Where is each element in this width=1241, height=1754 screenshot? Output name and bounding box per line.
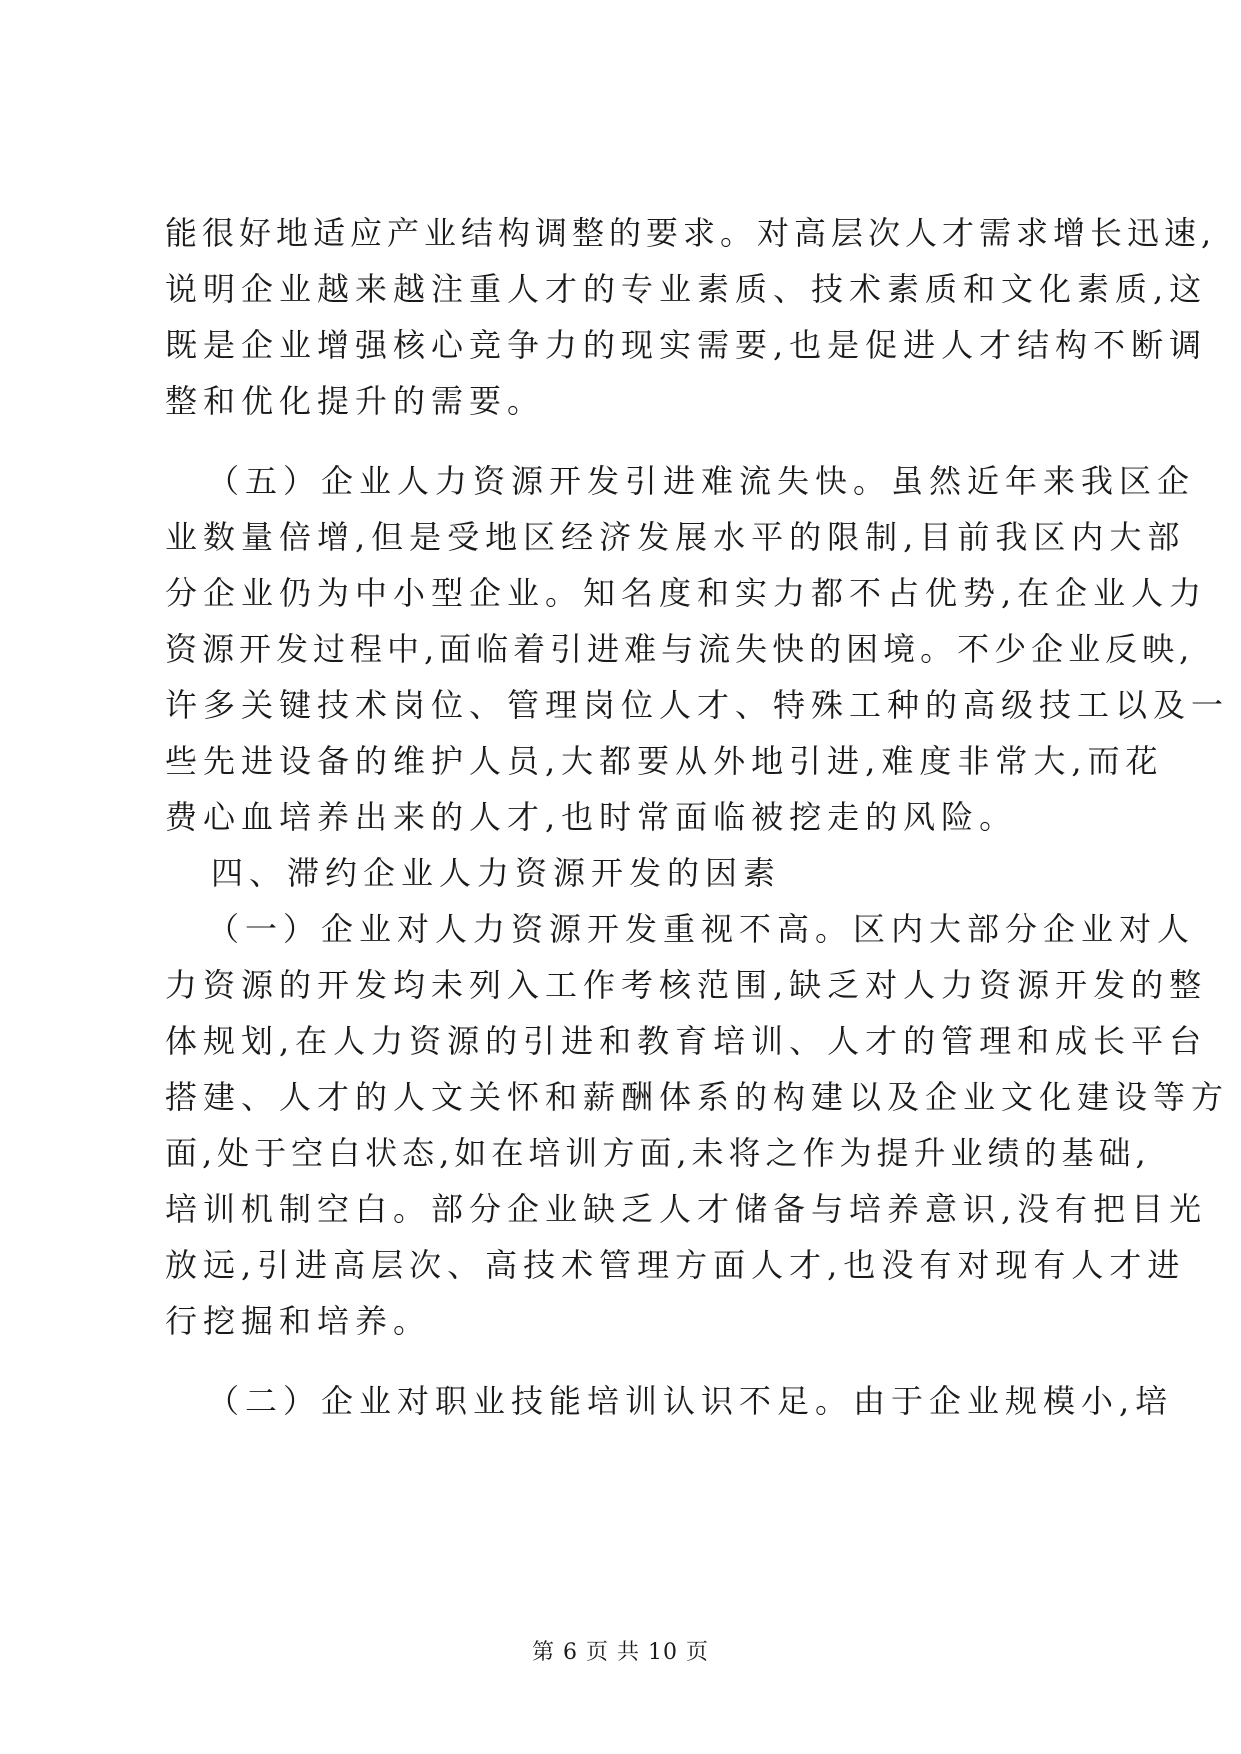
- paragraph-gap: [165, 1349, 1080, 1373]
- text-line: 面,处于空白状态,如在培训方面,未将之作为提升业绩的基础,: [165, 1134, 1151, 1172]
- text-line: 费心血培养出来的人才,也时常面临被挖走的风险。: [165, 798, 1018, 836]
- paragraph-gap: [165, 429, 1080, 453]
- document-body: [165, 205, 1230, 1429]
- text-line: （一）企业对人力资源开发重视不高。区内大部分企业对人: [207, 910, 1196, 948]
- text-line: 些先进设备的维护人员,大都要从外地引进,难度非常大,而花: [165, 742, 1164, 780]
- text-line: 能很好地适应产业结构调整的要求。对高层次人才需求增长迅速,: [165, 214, 1217, 252]
- text-line: 力资源的开发均未列入工作考核范围,缺乏对人力资源开发的整: [165, 966, 1208, 1004]
- text-line: 搭建、人才的人文关怀和薪酬体系的构建以及企业文化建设等方: [165, 1078, 1230, 1116]
- section-heading: 四、滞约企业人力资源开发的因素: [211, 854, 782, 892]
- text-line: （二）企业对职业技能培训认识不足。由于企业规模小,培: [207, 1382, 1174, 1420]
- text-line: 分企业仍为中小型企业。知名度和实力都不占优势,在企业人力: [165, 574, 1208, 612]
- text-line: 整和优化提升的需要。: [165, 382, 546, 420]
- text-line: 行挖掘和培养。: [165, 1302, 432, 1340]
- text-line: 资源开发过程中,面临着引进难与流失快的困境。不少企业反映,: [165, 630, 1195, 668]
- text-line: 既是企业增强核心竞争力的现实需要,也是促进人才结构不断调: [165, 326, 1208, 364]
- text-line: 许多关键技术岗位、管理岗位人才、特殊工种的高级技工以及一: [165, 686, 1230, 724]
- text-line: （五）企业人力资源开发引进难流失快。虽然近年来我区企: [207, 462, 1196, 500]
- text-line: 业数量倍增,但是受地区经济发展水平的限制,目前我区内大部: [165, 518, 1186, 556]
- text-line: 培训机制空白。部分企业缺乏人才储备与培养意识,没有把目光: [165, 1190, 1208, 1228]
- text-line: 体规划,在人力资源的引进和教育培训、人才的管理和成长平台: [165, 1022, 1208, 1060]
- page-number: 第 6 页 共 10 页: [532, 1640, 709, 1665]
- text-line: 说明企业越来越注重人才的专业素质、技术素质和文化素质,这: [165, 270, 1208, 308]
- text-line: 放远,引进高层次、高技术管理方面人才,也没有对现有人才进: [165, 1246, 1186, 1284]
